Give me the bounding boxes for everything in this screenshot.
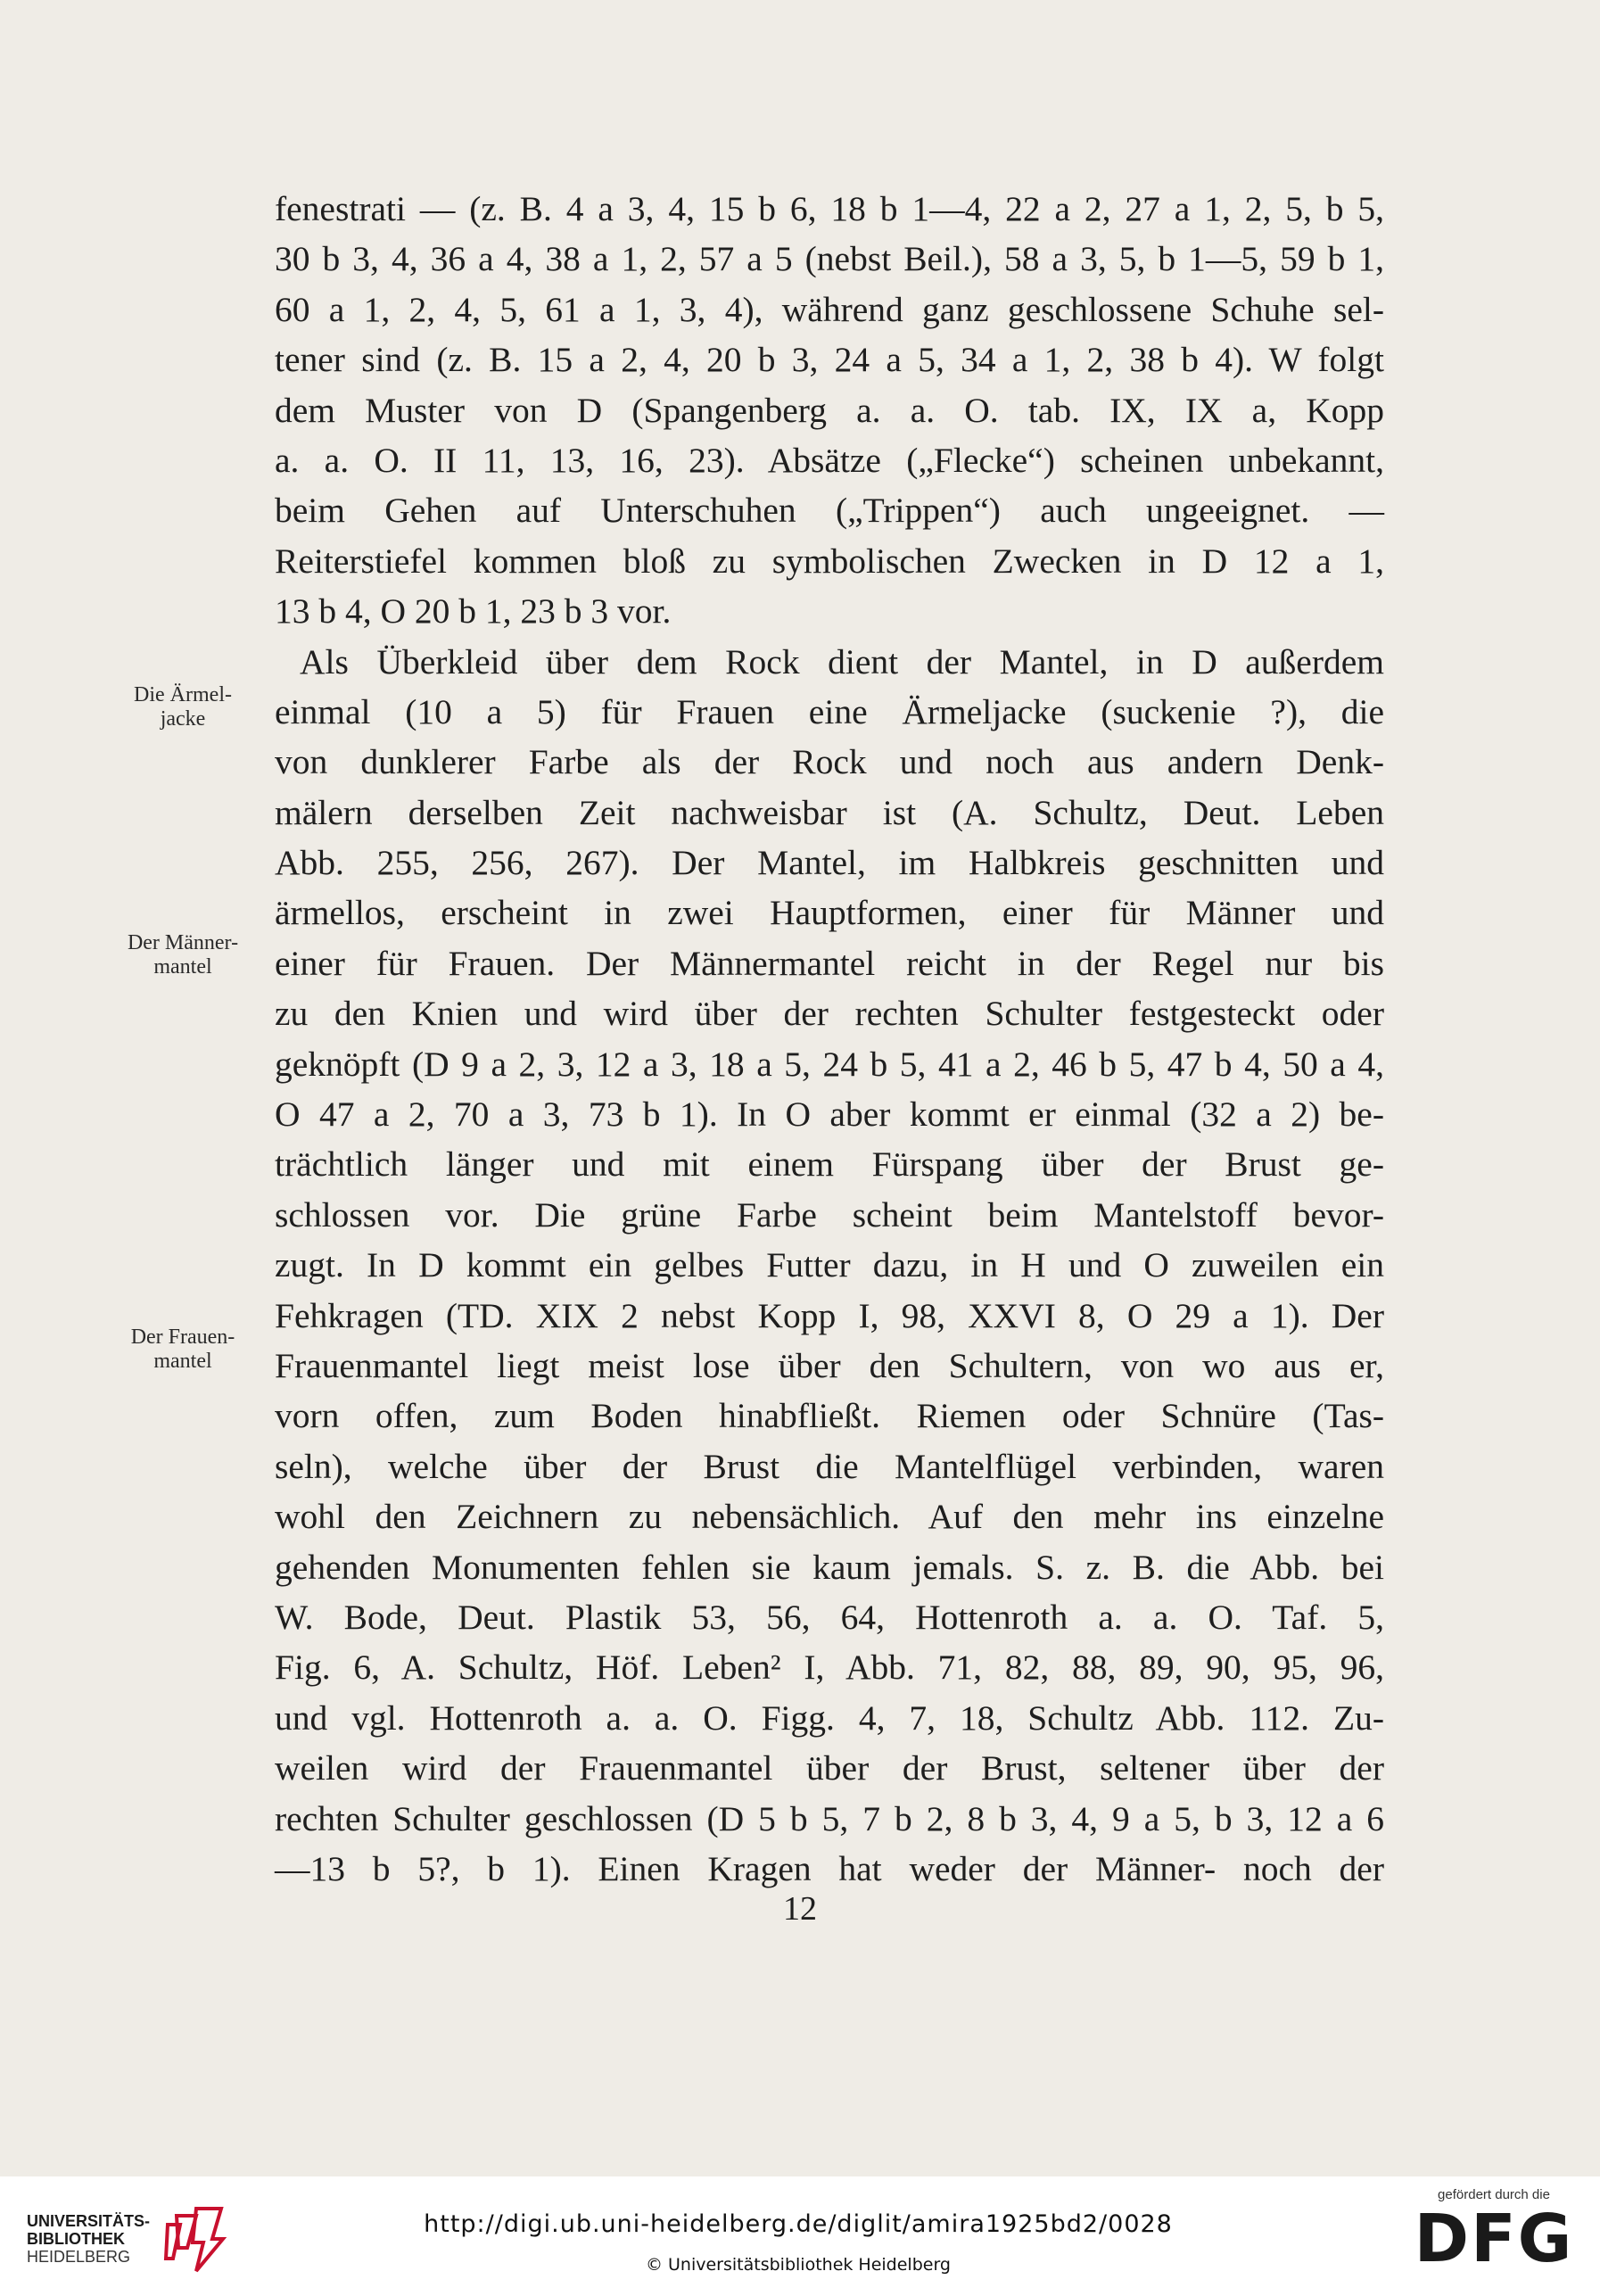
margin-note-line: Der Männer- [127, 931, 239, 954]
text-line: beim Gehen auf Unterschuhen („Trippen“) auch ungeeignet. — [275, 491, 1384, 531]
text-line: tener sind (z. B. 15 a 2, 4, 20 b 3, 24 a 5, 34 a 1, 2, 38 b 4). W folgt [275, 340, 1384, 380]
text-line: vorn offen, zum Boden hinabfließt. Riemen oder Schnüre (Tas- [275, 1396, 1384, 1436]
text-line: Abb. 255, 256, 267). Der Mantel, im Halbkreis geschnitten und [275, 843, 1384, 883]
page-number: 12 [783, 1890, 817, 1928]
margin-note-line: jacke [160, 707, 206, 731]
text-line: einmal (10 a 5) für Frauen eine Ärmeljacke (suckenie ?), die [275, 691, 1384, 731]
text-line: zugt. In D kommt ein gelbes Futter dazu, in H und O zuweilen ein [275, 1245, 1384, 1285]
text-line: Fehkragen (TD. XIX 2 nebst Kopp I, 98, XXVI 8, O 29 a 1). Der [275, 1295, 1384, 1335]
text-line: seln), welche über der Brust die Mantelflügel verbinden, waren [275, 1446, 1384, 1486]
text-line: geknöpft (D 9 a 2, 3, 12 a 3, 18 a 5, 24 b 5, 41 a 2, 46 b 5, 47 b 4, 50 a 4, [275, 1044, 1384, 1084]
permalink-url[interactable]: http://digi.ub.uni-heidelberg.de/diglit/amira1925bd2/0028 [424, 2210, 1173, 2238]
margin-note-aermeljacke [89, 683, 276, 731]
viewer-footer [0, 2176, 1600, 2296]
ub-emblem-icon [161, 2203, 227, 2275]
text-line: schlossen vor. Die grüne Farbe scheint beim Mantelstoff bevor- [275, 1194, 1384, 1235]
library-name-line2: BIBLIOTHEK [27, 2230, 125, 2248]
text-line: und vgl. Hottenroth a. a. O. Figg. 4, 7, 18, Schultz Abb. 112. Zu- [275, 1697, 1384, 1738]
text-line: einer für Frauen. Der Männermantel reicht in der Regel nur bis [275, 943, 1384, 983]
dfg-caption: gefördert durch die [1438, 2187, 1550, 2202]
text-line: —13 b 5?, b 1). Einen Kragen hat weder der Männer- noch der [275, 1848, 1384, 1888]
text-line: Reiterstiefel kommen bloß zu symbolischen Zwecken in D 12 a 1, [275, 541, 1384, 581]
text-line: mälern derselben Zeit nachweisbar ist (A. Schultz, Deut. Leben [275, 792, 1384, 832]
margin-note-line: Die Ärmel- [134, 683, 232, 706]
text-line: O 47 a 2, 70 a 3, 73 b 1). In O aber kommt er einmal (32 a 2) be- [275, 1094, 1384, 1135]
dfg-logo-text: DFG [1414, 2201, 1574, 2277]
text-line: zu den Knien und wird über der rechten Schulter festgesteckt oder [275, 994, 1384, 1034]
text-line: rechten Schulter geschlossen (D 5 b 5, 7 b 2, 8 b 3, 4, 9 a 5, b 3, 12 a 6 [275, 1798, 1384, 1838]
text-line: 60 a 1, 2, 4, 5, 61 a 1, 3, 4), während ganz geschlossene Schuhe sel- [275, 289, 1384, 329]
copyright-notice: © Universitätsbibliothek Heidelberg [645, 2255, 951, 2275]
text-line: weilen wird der Frauenmantel über der Brust, seltener über der [275, 1748, 1384, 1788]
body-text [275, 184, 1384, 1894]
text-line: trächtlich länger und mit einem Fürspang über der Brust ge- [275, 1144, 1384, 1185]
text-line: Frauenmantel liegt meist lose über den Schultern, von wo aus er, [275, 1345, 1384, 1385]
margin-note-line: mantel [153, 1350, 212, 1373]
text-line: Als Überkleid über dem Rock dient der Mantel, in D außerdem [300, 641, 1384, 681]
text-line: ärmellos, erscheint in zwei Hauptformen, einer für Männer und [275, 893, 1384, 933]
text-line: 13 b 4, O 20 b 1, 23 b 3 vor. [275, 591, 672, 632]
library-name-line3: HEIDELBERG [27, 2248, 131, 2266]
library-name-line1: UNIVERSITÄTS- [27, 2212, 151, 2230]
text-line: Fig. 6, A. Schultz, Höf. Leben² I, Abb. 71, 82, 88, 89, 90, 95, 96, [275, 1648, 1384, 1688]
dfg-funding-logo[interactable] [1409, 2187, 1579, 2287]
text-line: wohl den Zeichnern zu nebensächlich. Auf den mehr ins einzelne [275, 1497, 1384, 1537]
text-line: 30 b 3, 4, 36 a 4, 38 a 1, 2, 57 a 5 (nebst Beil.), 58 a 3, 5, b 1—5, 59 b 1, [275, 239, 1384, 279]
university-library-logo[interactable] [27, 2200, 232, 2276]
text-line: gehenden Monumenten fehlen sie kaum jemals. S. z. B. die Abb. bei [275, 1547, 1384, 1587]
text-line: fenestrati — (z. B. 4 a 3, 4, 15 b 6, 18 b 1—4, 22 a 2, 27 a 1, 2, 5, b 5, [275, 189, 1384, 228]
text-line: von dunklerer Farbe als der Rock und noch aus andern Denk- [275, 742, 1384, 782]
margin-note-frauenmantel [89, 1326, 276, 1374]
text-line: W. Bode, Deut. Plastik 53, 56, 64, Hottenroth a. a. O. Taf. 5, [275, 1597, 1384, 1637]
margin-note-line: mantel [153, 955, 212, 979]
margin-note-line: Der Frauen- [130, 1326, 235, 1349]
text-line: dem Muster von D (Spangenberg a. a. O. tab. IX, IX a, Kopp [275, 390, 1384, 430]
margin-note-maennermantel [89, 931, 276, 979]
text-line: a. a. O. II 11, 13, 16, 23). Absätze („Flecke“) scheinen unbekannt, [275, 440, 1384, 480]
